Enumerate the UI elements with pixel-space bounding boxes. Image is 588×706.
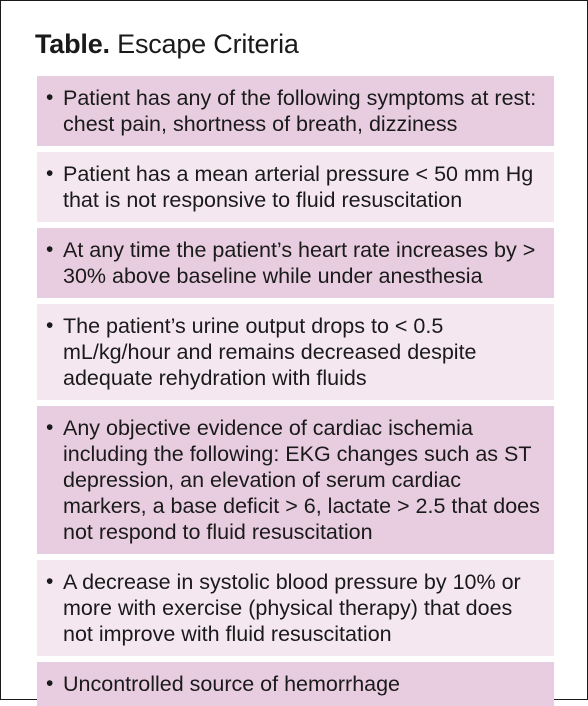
criteria-row bbox=[37, 228, 554, 298]
criteria-row bbox=[37, 152, 554, 222]
bullet-icon: • bbox=[46, 416, 54, 439]
criteria-list bbox=[37, 76, 554, 706]
table-title-text: Escape Criteria bbox=[117, 29, 299, 59]
bullet-icon: • bbox=[46, 672, 54, 695]
criteria-row bbox=[37, 76, 554, 146]
bullet-icon: • bbox=[46, 238, 54, 261]
criteria-text: Any objective evidence of cardiac ischemia including the following: EKG changes such as ST depression, an elevation of serum cardiac markers, a base deficit > 6, lactate > 2.5 that does not respond to fluid resuscitation bbox=[63, 416, 540, 544]
criteria-text: Uncontrolled source of hemorrhage bbox=[63, 672, 401, 696]
bullet-icon: • bbox=[46, 570, 54, 593]
criteria-text: Patient has any of the following symptoms at rest: chest pain, shortness of breath, dizziness bbox=[63, 86, 537, 136]
criteria-text: A decrease in systolic blood pressure by 10% or more with exercise (physical therapy) that does not improve with fluid resuscitation bbox=[63, 570, 521, 646]
criteria-row bbox=[37, 406, 554, 554]
criteria-text: The patient’s urine output drops to < 0.5 mL/kg/hour and remains decreased despite adequate rehydration with fluids bbox=[63, 314, 477, 390]
criteria-text: At any time the patient’s heart rate increases by > 30% above baseline while under anesthesia bbox=[63, 238, 536, 288]
table-title bbox=[35, 29, 299, 60]
criteria-row bbox=[37, 304, 554, 400]
bullet-icon: • bbox=[46, 86, 54, 109]
criteria-text: Patient has a mean arterial pressure < 50 mm Hg that is not responsive to fluid resuscitation bbox=[63, 162, 534, 212]
bullet-icon: • bbox=[46, 314, 54, 337]
table-label: Table. bbox=[35, 29, 110, 59]
criteria-row bbox=[37, 662, 554, 706]
criteria-row bbox=[37, 560, 554, 656]
bullet-icon: • bbox=[46, 162, 54, 185]
